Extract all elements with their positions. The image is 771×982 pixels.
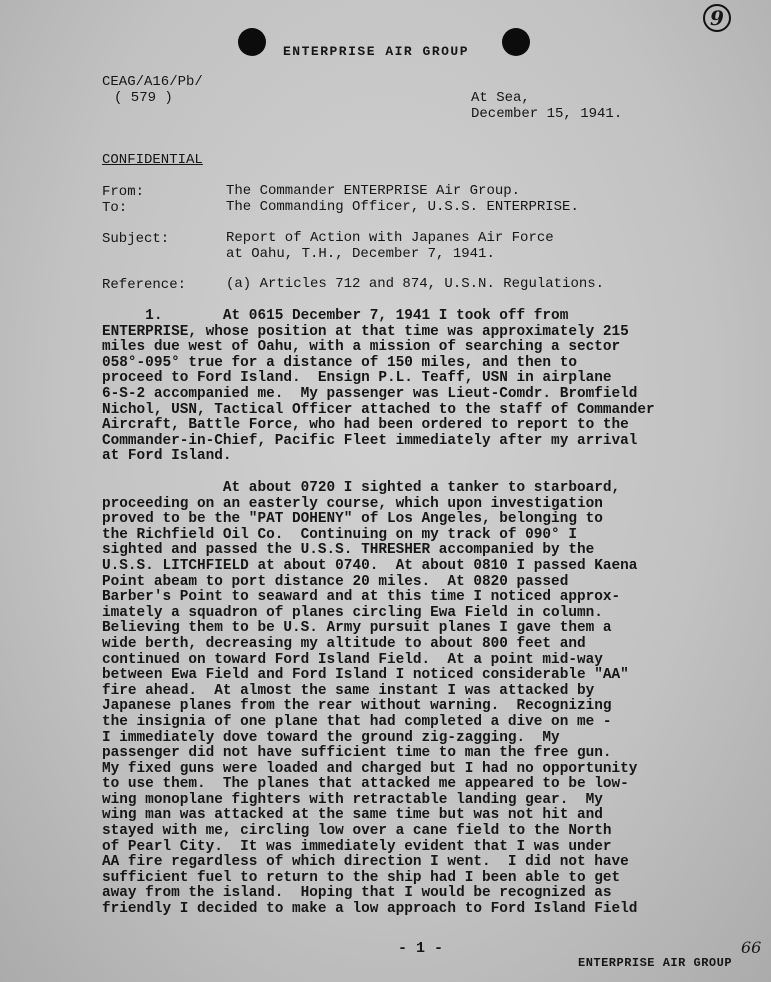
subject-line1: Report of Action with Japanes Air Force bbox=[226, 230, 554, 246]
paragraph-1: 1. At 0615 December 7, 1941 I took off from ENTERPRISE, whose position at that time was approximately 215 miles due west of Oahu, with a mission of searching a sector 058°-095° true for a distance of 150 miles, and then to proceed to Ford Island. Ensign P.L. Teaff, USN in airplane 6-S-2 accompanied me. My passenger was Lieut-Comdr. Bromfield Nichol, USN, Tactical Officer attached to the staff of Commander Aircraft, Battle Force, who had been ordered to report to the Commander-in-Chief, Pacific Fleet immediately after my arrival at Ford Island. bbox=[102, 308, 655, 465]
dateline-place: At Sea, bbox=[471, 90, 530, 106]
classification-marking: CONFIDENTIAL bbox=[102, 152, 203, 168]
subject-label: Subject: bbox=[102, 231, 170, 247]
subject-value bbox=[226, 231, 554, 262]
file-reference-line1: CEAG/A16/Pb/ bbox=[102, 74, 203, 90]
reference-value: (a) Articles 712 and 874, U.S.N. Regulations. bbox=[226, 276, 605, 292]
file-reference-line2: ( 579 ) bbox=[114, 90, 173, 106]
corner-page-number: 9 bbox=[703, 4, 731, 32]
footer-stamp: ENTERPRISE AIR GROUP bbox=[578, 956, 733, 970]
dateline-date: December 15, 1941. bbox=[471, 106, 623, 122]
punch-hole-right-icon bbox=[502, 28, 530, 56]
file-reference-code bbox=[102, 74, 203, 106]
subject-line2: at Oahu, T.H., December 7, 1941. bbox=[226, 245, 495, 262]
from-label: From: bbox=[102, 184, 145, 200]
from-value: The Commander ENTERPRISE Air Group. bbox=[226, 183, 521, 199]
paragraph-2: At about 0720 I sighted a tanker to starboard, proceeding on an easterly course, which upon investigation proved to be the "PAT DOHENY" of Los Angeles, belonging to the Richfield Oil Co. Continuing on my track of 090° I sighted and passed the U.S.S. THRESHER accompanied by the U.S.S. LITCHFIELD at about 0740. At about 0810 I passed Kaena Point abeam to port distance 20 miles. At 0820 passed Barber's Point to seaward and at this time I noticed approx- imately a squadron of planes circling Ewa Field in column. Believing them to be U.S. Army pursuit planes I gave them a wide berth, decreasing my altitude to about 800 feet and continued on toward Ford Island Field. At a point mid-way between Ewa Field and Ford Island I noticed considerable "AA" fire ahead. At almost the same instant I was attacked by Japanese planes from the rear without warning. Recognizing the insignia of one plane that had completed a dive on me - I immediately dove toward the ground zig-zagging. My passenger did not have sufficient time to man the free gun. My fixed guns were loaded and charged but I had no opportunity to use them. The planes that attacked me appeared to be low- wing monoplane fighters with retractable landing gear. My wing man was attacked at the same time but was not hit and stayed with me, circling low over a cane field to the North of Pearl City. It was immediately evident that I was under AA fire regardless of which direction I went. I did not have sufficient fuel to return to the ship had I been able to get away from the island. Hoping that I would be recognized as friendly I decided to make a low approach to Ford Island Field bbox=[102, 480, 638, 918]
to-value: The Commanding Officer, U.S.S. ENTERPRISE. bbox=[226, 199, 579, 215]
dateline bbox=[471, 90, 622, 122]
letterhead-title: ENTERPRISE AIR GROUP bbox=[283, 44, 470, 59]
margin-handwritten-mark: 66 bbox=[741, 938, 762, 957]
page-number: - 1 - bbox=[398, 940, 444, 957]
punch-hole-left-icon bbox=[238, 28, 266, 56]
to-label: To: bbox=[102, 200, 128, 216]
reference-label: Reference: bbox=[102, 277, 187, 293]
